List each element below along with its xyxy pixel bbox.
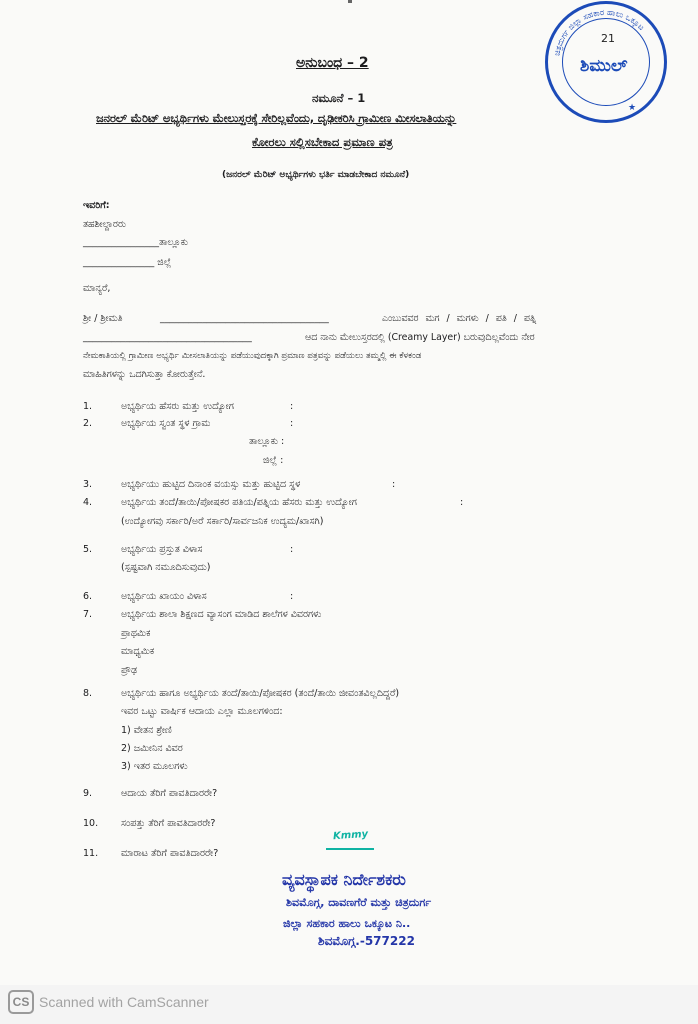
signature-underline <box>326 848 374 850</box>
scan-artifact <box>348 0 352 3</box>
salutation: ಮಾನ್ಯರೆ, <box>83 283 111 294</box>
item-8-salary: 1) ವೇತನ ಶ್ರೇಣಿ <box>121 725 172 736</box>
item-8-other: 3) ಇತರ ಮೂಲಗಳು <box>121 761 188 772</box>
address-district: _______________ ಜಿಲ್ಲೆ <box>83 257 172 268</box>
item-2-taluk: ತಾಲ್ಲೂಕು : <box>249 436 285 447</box>
seal-org-line1: ಶಿವಮೊಗ್ಗ, ದಾವಣಗೆರೆ ಮತ್ತು ಚಿತ್ರದುರ್ಗ <box>286 896 432 909</box>
body-line2-suffix: ಆದ ನಾನು ಮೇಲುಸ್ತರದಲ್ಲಿ (Creamy Layer) ಬರುವುದಿಲ್ಲವೆಂದು ನೇರ <box>305 332 535 343</box>
form-number: ನಮೂನೆ – 1 <box>312 91 366 105</box>
office-stamp <box>545 1 667 123</box>
item-10-label: ಸಂಪತ್ತು ತೆರಿಗೆ ಪಾವತಿದಾರರೇ? <box>121 818 216 829</box>
item-2-label: ಅಭ್ಯರ್ಥಿಯ ಸ್ವಂತ ಸ್ಥಳ ಗ್ರಾಮ <box>121 418 211 429</box>
item-8-label: ಅಭ್ಯರ್ಥಿಯ ಹಾಗೂ ಅಭ್ಯರ್ಥಿಯ ತಂದೆ/ತಾಯಿ/ಪೋಷಕರ (ತಂದೆ/ತಾಯಿ ಜೀವಂತವಿಲ್ಲದಿದ್ದರೆ) <box>121 688 400 699</box>
form-subtitle: (ಜನರಲ್ ಮೆರಿಟ್ ಅಭ್ಯರ್ಥಿಗಳು ಭರ್ತಿ ಮಾಡಬೇಕಾದ ನಮೂನೆ) <box>222 170 410 180</box>
item-2-number: 2. <box>83 418 93 429</box>
svg-text:ಚಿತ್ರದುರ್ಗ ಜಿಲ್ಲಾ ಸಹಕಾರ ಹಾಲು ಒ: ಚಿತ್ರದುರ್ಗ ಜಿಲ್ಲಾ ಸಹಕಾರ ಹಾಲು ಒಕ್ಕೂಟ <box>552 7 647 57</box>
item-5-label: ಅಭ್ಯರ್ಥಿಯ ಪ್ರಸ್ತುತ ವಿಳಾಸ <box>121 544 203 555</box>
address-taluk: ________________ತಾಲ್ಲೂಕು <box>83 237 189 248</box>
item-5-number: 5. <box>83 544 93 555</box>
item-4-note: (ಉದ್ಯೋಗವು ಸರ್ಕಾರಿ/ಅರೆ ಸರ್ಕಾರಿ/ಸಾರ್ವಜನಿಕ ಉದ್ಯಮ/ಖಾಸಗಿ) <box>121 516 324 527</box>
address-office: ತಹಶೀಲ್ದಾರರು <box>83 219 127 230</box>
item-6-label: ಅಭ್ಯರ್ಥಿಯ ಖಾಯಂ ವಿಳಾಸ <box>121 591 207 602</box>
body-line2-blank: ____________________________________ <box>83 332 252 343</box>
item-2-colon: : <box>290 418 294 429</box>
item-4-colon: : <box>460 497 464 508</box>
item-6-number: 6. <box>83 591 93 602</box>
stamp-number: 21 <box>601 32 615 45</box>
item-1-label: ಅಭ್ಯರ್ಥಿಯ ಹೆಸರು ಮತ್ತು ಉದ್ಯೋಗ <box>121 401 234 412</box>
item-8-income: ಇವರ ಒಟ್ಟು ವಾರ್ಷಿಕ ಆದಾಯ ಎಲ್ಲಾ ಮೂಲಗಳಿಂದ: <box>121 706 283 717</box>
item-10-number: 10. <box>83 818 99 829</box>
body-line1-prefix: ಶ್ರೀ / ಶ್ರೀಮತಿ <box>83 313 123 324</box>
seal-org-line3: ಶಿವಮೊಗ್ಗ.-577222 <box>318 934 415 948</box>
item-8-land: 2) ಜಮೀನಿನ ವಿವರ <box>121 743 183 754</box>
item-5-colon: : <box>290 544 294 555</box>
item-11-label: ಮಾರಾಟ ತೆರಿಗೆ ಪಾವತಿದಾರರೇ? <box>121 848 219 859</box>
seal-org-line2: ಜಿಲ್ಲಾ ಸಹಕಾರ ಹಾಲು ಒಕ್ಕೂಟ ನಿ.. <box>283 917 411 930</box>
seal-designation: ವ್ಯವಸ್ಥಾಪಕ ನಿರ್ದೇಶಕರು <box>282 870 406 889</box>
item-1-number: 1. <box>83 401 93 412</box>
item-3-number: 3. <box>83 479 93 490</box>
item-3-colon: : <box>392 479 396 490</box>
item-11-number: 11. <box>83 848 99 859</box>
scanner-footer <box>0 985 698 1024</box>
item-4-number: 4. <box>83 497 93 508</box>
item-7-middle: ಮಾಧ್ಯಮಿಕ <box>121 646 155 657</box>
camscanner-logo-icon: CS <box>8 990 34 1014</box>
item-6-colon: : <box>290 591 294 602</box>
item-9-number: 9. <box>83 788 93 799</box>
body-line4: ಮಾಹಿತಿಗಳನ್ನು ಒದಗಿಸುತ್ತಾ ಕೋರುತ್ತೇನೆ. <box>83 369 206 380</box>
item-9-label: ಆದಾಯ ತೆರಿಗೆ ಪಾವತಿದಾರರೇ? <box>121 788 218 799</box>
stamp-name: ಶಿಮುಲ್ <box>580 56 628 76</box>
item-7-label: ಅಭ್ಯರ್ಥಿಯ ಶಾಲಾ ಶಿಕ್ಷಣದ ವ್ಯಾಸಂಗ ಮಾಡಿದ ಶಾಲೆಗಳ ವಿವರಗಳು <box>121 609 322 620</box>
form-title-line1: ಜನರಲ್ ಮೆರಿಟ್ ಅಭ್ಯರ್ಥಿಗಳು ಮೇಲುಸ್ತರಕ್ಕೆ ಸೇರಿಲ್ಲವೆಂದು, ದೃಢೀಕರಿಸಿ ಗ್ರಾಮೀಣ ಮೀಸಲಾತಿಯನ್ನು <box>96 111 457 125</box>
form-title-line2: ಕೋರಲು ಸಲ್ಲಿಸಬೇಕಾದ ಪ್ರಮಾಣ ಪತ್ರ <box>252 135 393 149</box>
camscanner-watermark: Scanned with CamScanner <box>39 994 209 1010</box>
item-8-number: 8. <box>83 688 93 699</box>
item-5-note: (ಸ್ಪಷ್ಟವಾಗಿ ನಮೂದಿಸುವುದು) <box>121 562 211 573</box>
item-1-colon: : <box>290 401 294 412</box>
body-line3: ನೇಮಕಾತಿಯಲ್ಲಿ ಗ್ರಾಮೀಣ ಅಭ್ಯರ್ಥಿ ಮೀಸಲಾತಿಯನ್ನು ಪಡೆಯುವುದಕ್ಕಾಗಿ ಪ್ರಮಾಣ ಪತ್ರವನ್ನು ಪಡೆಯಲು ತಮ್ಮಲ್ಲಿ ಈ ಕೆಳಕಂಡ <box>83 351 422 361</box>
body-line1-suffix: ಎಂಬುವವರ ಮಗ / ಮಗಳು / ಪತಿ / ಪತ್ನಿ <box>382 313 537 324</box>
item-7-number: 7. <box>83 609 93 620</box>
item-7-high: ಪ್ರೌಢ <box>121 665 138 676</box>
body-line1-blank: ____________________________________ <box>160 313 329 324</box>
item-2-district: ಜಿಲ್ಲೆ : <box>263 455 284 466</box>
item-3-label: ಅಭ್ಯರ್ಥಿಯು ಹುಟ್ಟಿದ ದಿನಾಂಕ ವಯಸ್ಸು ಮತ್ತು ಹುಟ್ಟಿದ ಸ್ಥಳ <box>121 479 301 490</box>
item-7-primary: ಪ್ರಾಥಮಿಕ <box>121 628 151 639</box>
address-to: ಇವರಿಗೆ: <box>83 200 110 211</box>
svg-text:★: ★ <box>628 103 637 113</box>
annexure-heading: ಅನುಬಂಧ – 2 <box>296 55 369 71</box>
handwritten-initials: Kmmy <box>332 828 369 843</box>
item-4-label: ಅಭ್ಯರ್ಥಿಯ ತಂದೆ/ತಾಯಿ/ಪೋಷಕರ ಪತಿಯ/ಪತ್ನಿಯ ಹೆಸರು ಮತ್ತು ಉದ್ಯೋಗ <box>121 497 357 508</box>
